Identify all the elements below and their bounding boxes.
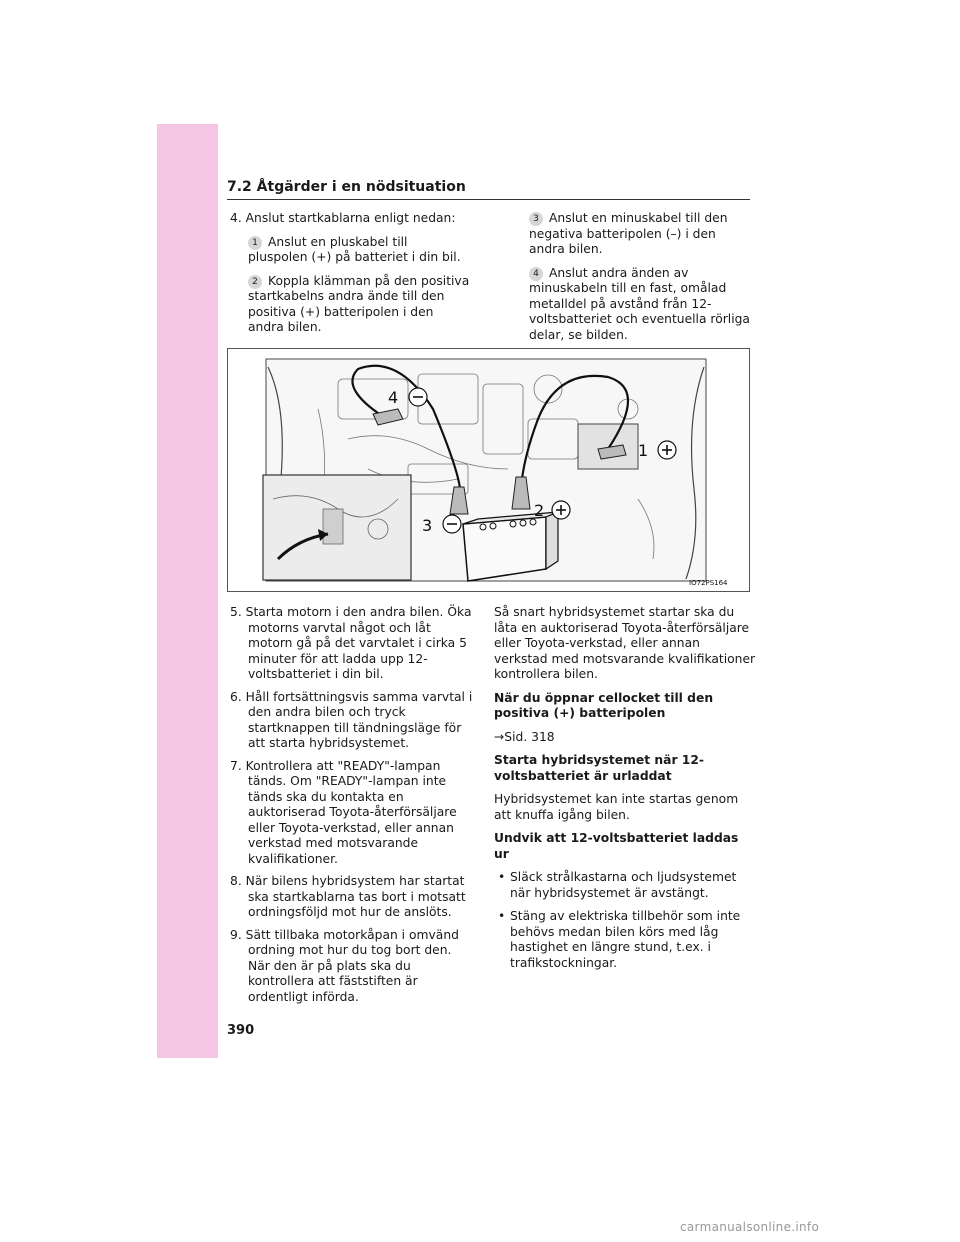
page-number: 390 [227, 1023, 255, 1038]
number-badge: 1 [248, 236, 262, 250]
callout-4: 4 [388, 388, 399, 407]
note-paragraph-1: Så snart hybridsystemet startar ska du låta en auktoriserad Toyota-återförsäljare eller Toyota-verkstad, eller annan verkstad med motsvarande kvalifikationer kontrollera bilen. [494, 605, 756, 681]
notes-bottom-right [494, 605, 756, 977]
note-heading-avoid-discharge: Undvik att 12-voltsbatteriet laddas ur [494, 831, 739, 861]
substep-3 [529, 211, 751, 258]
watermark: carmanualsonline.info [680, 1220, 820, 1234]
substep-4 [529, 266, 751, 344]
engine-bay-illustration [227, 348, 750, 592]
number-badge: 2 [248, 275, 262, 289]
figure-code: IO72PS164 [689, 579, 728, 587]
note-paragraph-2: Hybridsystemet kan inte startas genom att knuffa igång bilen. [494, 792, 739, 822]
step-9: 9. Sätt tillbaka motorkåpan i omvänd ordning mot hur du tog bort den. När den är på plats ska du kontrollera att fäststiften är ordentligt införda. [230, 927, 459, 1004]
callout-3: 3 [422, 516, 433, 535]
step-5: 5. Starta motorn i den andra bilen. Öka motorns varvtal något och låt motorn gå på det varvtalet i cirka 5 minuter för att ladda upp 12-voltsbatteriet i din bil. [230, 605, 472, 681]
number-badge: 4 [529, 267, 543, 281]
steps-top-right [529, 211, 751, 351]
section-header: 7.2 Åtgärder i en nödsituation [227, 179, 750, 200]
page-reference-link[interactable]: →Sid. 318 [494, 729, 555, 744]
step-8: 8. När bilens hybridsystem har startat ska startkablarna tas bort i motsatt ordningsföljd mot hur de anslöts. [230, 874, 466, 919]
bullet-item: • Släck strålkastarna och ljudsystemet när hybridsystemet är avstängt. [494, 870, 756, 901]
bullet-item: • Stäng av elektriska tillbehör som inte behövs medan bilen körs med låg hastighet en längre stund, t.ex. i trafikstockningar. [494, 909, 756, 971]
substep-2-text: Koppla klämman på den positiva startkabelns andra ände till den positiva (+) batteripolen i den andra bilen. [248, 273, 470, 334]
substep-3-text: Anslut en minuskabel till den negativa batteripolen (–) i den andra bilen. [529, 211, 728, 256]
number-badge: 3 [529, 212, 543, 226]
steps-bottom-left [230, 605, 473, 1012]
note-heading-cell-cover: När du öppnar cellocket till den positiva (+) batteripolen [494, 690, 714, 720]
substep-4-text: Anslut andra änden av minuskabeln till en fast, omålad metalldel på avstånd från 12-voltsbatteriet och eventuella rörliga delar, se bilden. [529, 265, 750, 342]
sidebar-tab [157, 124, 218, 1058]
step-4: 4. Anslut startkablarna enligt nedan: [230, 211, 456, 225]
callout-1: 1 [638, 441, 649, 460]
step-7: 7. Kontrollera att "READY"-lampan tänds. Om "READY"-lampan inte tänds ska du kontakta en auktoriserad Toyota-återförsäljare eller Toyota-verkstad, eller annan verkstad med motsvarande kvalifikationer. [230, 758, 457, 866]
jump-start-diagram [228, 349, 749, 591]
substep-2 [230, 274, 470, 336]
steps-top-left [230, 211, 470, 344]
substep-1-text: Anslut en pluskabel till pluspolen (+) på batteriet i din bil. [248, 234, 461, 264]
note-heading-discharged: Starta hybridsystemet när 12-voltsbatteriet är urladdat [494, 753, 705, 783]
fuse-box [578, 424, 638, 469]
substep-1 [230, 235, 470, 266]
step-6: 6. Håll fortsättningsvis samma varvtal i den andra bilen och tryck startknappen till tändningsläge för att starta hybridsystemet. [230, 689, 473, 750]
callout-2: 2 [534, 501, 545, 520]
